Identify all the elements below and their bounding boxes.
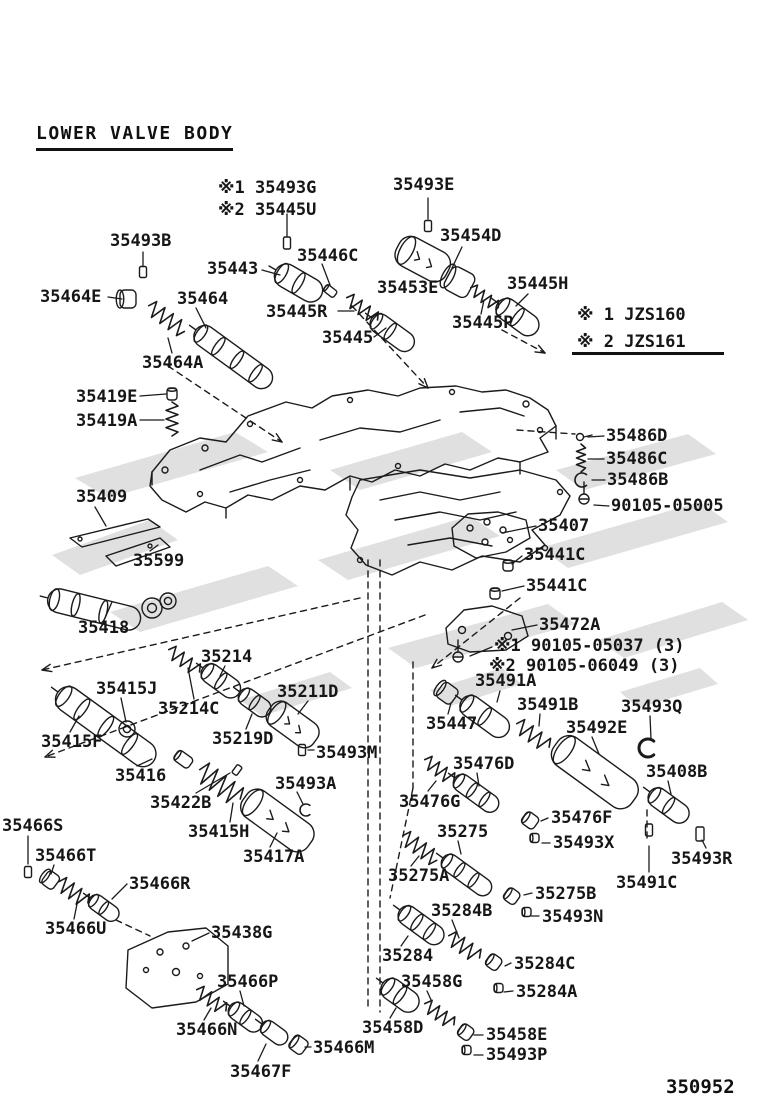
part-label-35476F: 35476F (551, 808, 613, 828)
part-label-35476G: 35476G (399, 792, 461, 812)
part-label-35493N: 35493N (542, 907, 604, 927)
part-label-2-35445U: ※2 35445U (218, 200, 317, 220)
part-label-35466R: 35466R (129, 874, 191, 894)
part-label-35491A: 35491A (475, 671, 537, 691)
part-label-35458E: 35458E (486, 1025, 548, 1045)
part-label-35443: 35443 (207, 259, 259, 279)
part-label-35493Q: 35493Q (621, 697, 683, 717)
part-label-35466N: 35466N (176, 1020, 238, 1040)
part-label-35407: 35407 (538, 516, 590, 536)
part-label-35284: 35284 (382, 946, 434, 966)
part-label-35453E: 35453E (377, 278, 439, 298)
part-label-35415J: 35415J (96, 679, 158, 699)
part-label-35464A: 35464A (142, 353, 204, 373)
part-label-35438G: 35438G (211, 923, 273, 943)
legend-item-jzs161: ※ 2 JZS161 (577, 332, 686, 352)
part-label-1-90105-05037-3: ※1 90105-05037 (3) (494, 636, 685, 656)
part-label-35491C: 35491C (616, 873, 678, 893)
legend-item-jzs160: ※ 1 JZS160 (577, 305, 686, 325)
watermark-logo (52, 432, 748, 716)
legend-underline (572, 352, 724, 355)
part-label-35466S: 35466S (2, 816, 64, 836)
part-label-35486D: 35486D (606, 426, 668, 446)
part-label-35486B: 35486B (607, 470, 669, 490)
part-label-35418: 35418 (78, 618, 130, 638)
figure-number: 350952 (666, 1076, 735, 1098)
part-label-35458D: 35458D (362, 1018, 424, 1038)
part-label-35214: 35214 (201, 647, 253, 667)
part-label-35454D: 35454D (440, 226, 502, 246)
part-label-35445: 35445 (322, 328, 374, 348)
part-label-35493P: 35493P (486, 1045, 548, 1065)
part-label-35419A: 35419A (76, 411, 138, 431)
part-label-35275B: 35275B (535, 884, 597, 904)
part-label-35284A: 35284A (516, 982, 578, 1002)
part-label-35492E: 35492E (566, 718, 628, 738)
part-label-35493X: 35493X (553, 833, 615, 853)
part-label-35408B: 35408B (646, 762, 708, 782)
part-label-35467F: 35467F (230, 1062, 292, 1082)
part-label-35466U: 35466U (45, 919, 107, 939)
part-label-35464E: 35464E (40, 287, 102, 307)
part-label-35445H: 35445H (507, 274, 569, 294)
part-label-35284C: 35284C (514, 954, 576, 974)
part-label-35446C: 35446C (297, 246, 359, 266)
part-label-35416: 35416 (115, 766, 167, 786)
part-label-35415F: 35415F (41, 732, 103, 752)
part-label-35493E: 35493E (393, 175, 455, 195)
part-label-35466P: 35466P (217, 972, 279, 992)
part-label-90105-05005: 90105-05005 (611, 496, 724, 516)
part-label-35422B: 35422B (150, 793, 212, 813)
part-label-35493A: 35493A (275, 774, 337, 794)
part-label-35493R: 35493R (671, 849, 733, 869)
part-label-35458G: 35458G (401, 972, 463, 992)
part-label-35466T: 35466T (35, 846, 97, 866)
part-label-2-90105-06049-3: ※2 90105-06049 (3) (489, 656, 680, 676)
part-label-35275A: 35275A (388, 866, 450, 886)
part-label-35415H: 35415H (188, 822, 250, 842)
part-label-35445P: 35445P (452, 313, 514, 333)
part-label-35219D: 35219D (212, 729, 274, 749)
part-label-35441C: 35441C (526, 576, 588, 596)
part-label-35214C: 35214C (158, 699, 220, 719)
part-label-35486C: 35486C (606, 449, 668, 469)
part-label-35284B: 35284B (431, 901, 493, 921)
part-label-35447: 35447 (426, 714, 478, 734)
part-label-35417A: 35417A (243, 847, 305, 867)
part-label-1-35493G: ※1 35493G (218, 178, 317, 198)
page-title: LOWER VALVE BODY (36, 124, 233, 151)
part-label-35491B: 35491B (517, 695, 579, 715)
part-label-35466M: 35466M (313, 1038, 375, 1058)
part-label-35599: 35599 (133, 551, 185, 571)
hidden-dashed-lines (42, 302, 647, 1012)
part-label-35493B: 35493B (110, 231, 172, 251)
part-label-35493M: 35493M (316, 743, 378, 763)
part-label-35476D: 35476D (453, 754, 515, 774)
part-label-35419E: 35419E (76, 387, 138, 407)
part-label-35472A: 35472A (539, 615, 601, 635)
part-label-35464: 35464 (177, 289, 229, 309)
part-label-35211D: 35211D (277, 682, 339, 702)
part-label-35409: 35409 (76, 487, 128, 507)
part-label-35445R: 35445R (266, 302, 328, 322)
part-label-35275: 35275 (437, 822, 489, 842)
part-label-35441C: 35441C (524, 545, 586, 565)
